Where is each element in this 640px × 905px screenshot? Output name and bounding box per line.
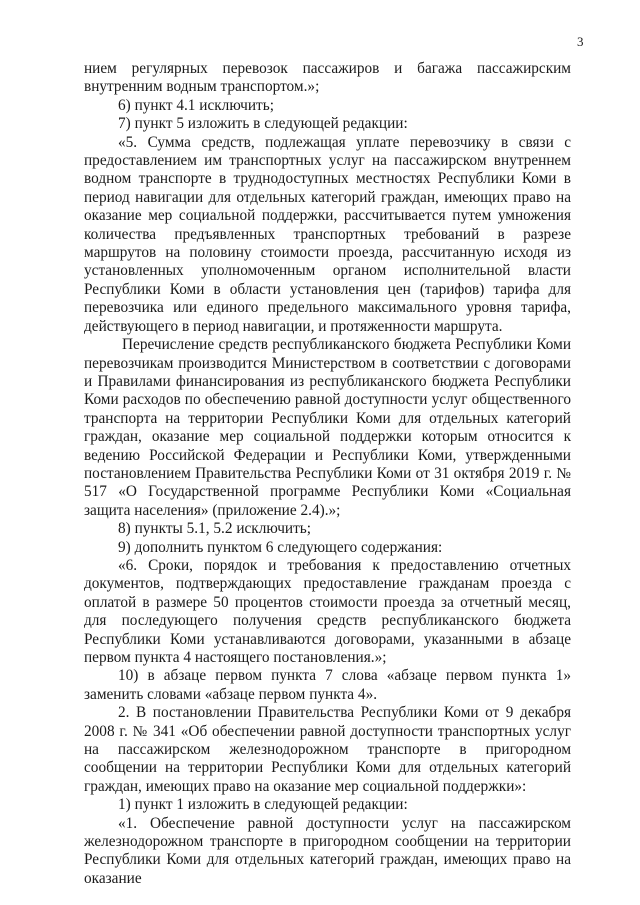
section-2-heading: 2. В постановлении Правительства Республики Коми от 9 декабря 2008 г. № 341 «Об обеспечении равной доступности транспортных услуг на пассажирском железнодорожном транспорте в пригородном сообщении на территории Республики Коми для отдельных категорий граждан, имеющих право на оказание мер социальной поддержки»: — [84, 704, 571, 795]
list-item-6: 6) пункт 4.1 исключить; — [118, 96, 274, 114]
list-item-7: 7) пункт 5 изложить в следующей редакции: — [118, 115, 408, 133]
page-number: 3 — [577, 34, 584, 49]
quoted-clause-5: «5. Сумма средств, подлежащая уплате перевозчику в связи с предоставлением им транспортных услуг на пассажирском внутреннем водном транспорте в труднодоступных местностях Республики Коми в период навигации для отдельных категорий граждан, имеющих право на оказание мер социальной поддержки, рассчитывается путем умножения количества предъявленных транспортных требований в разрезе маршрутов на половину стоимости проезда, рассчитанную исходя из установленных уполномоченным органом исполнительной власти Республики Коми в области установления цен (тарифов) тарифа для перевозчика или единого предельного максимального уровня тарифа, действующего в период навигации, и протяженности маршрута. — [84, 133, 571, 335]
list-item-9: 9) дополнить пунктом 6 следующего содержания: — [118, 538, 443, 556]
document-body — [84, 60, 571, 888]
list-item-10: 10) в абзаце первом пункта 7 слова «абзаце первом пункта 1» заменить словами «абзаце первом пункта 4». — [84, 667, 571, 703]
list-item-8: 8) пункты 5.1, 5.2 исключить; — [118, 520, 311, 538]
paragraph-transfer-of-funds: Перечисление средств республиканского бюджета Республики Коми перевозчикам производится Министерством в соответствии с договорами и Правилами финансирования из республиканского бюджета Республики Коми расходов по обеспечению равной доступности услуг общественного транспорта на территории Республики Коми для отдельных категорий граждан, оказание мер социальной поддержки которым относится к ведению Российской Федерации и Республики Коми, утвержденными постановлением Правительства Республики Коми от 31 октября 2019 г. № 517 «О Государственной программе Республики Коми «Социальная защита населения» (приложение 2.4).»; — [84, 336, 571, 519]
quoted-clause-6: «6. Сроки, порядок и требования к предоставлению отчетных документов, подтверждающих предоставление гражданам проезда с оплатой в размере 50 процентов стоимости проезда за отчетный месяц, для последующего получения средств республиканского бюджета Республики Коми устанавливаются договорами, указанными в абзаце первом пункта 4 настоящего постановления.»; — [84, 556, 571, 666]
quoted-clause-1: «1. Обеспечение равной доступности услуг на пассажирском железнодорожном транспорте в пригородном сообщении на территории Республики Коми для отдельных категорий граждан, имеющих право на оказание — [84, 814, 571, 887]
sub-item-1: 1) пункт 1 изложить в следующей редакции: — [118, 796, 408, 814]
paragraph-continuation: нием регулярных перевозок пассажиров и багажа пассажирским внутренним водным транспортом.»; — [84, 60, 571, 96]
